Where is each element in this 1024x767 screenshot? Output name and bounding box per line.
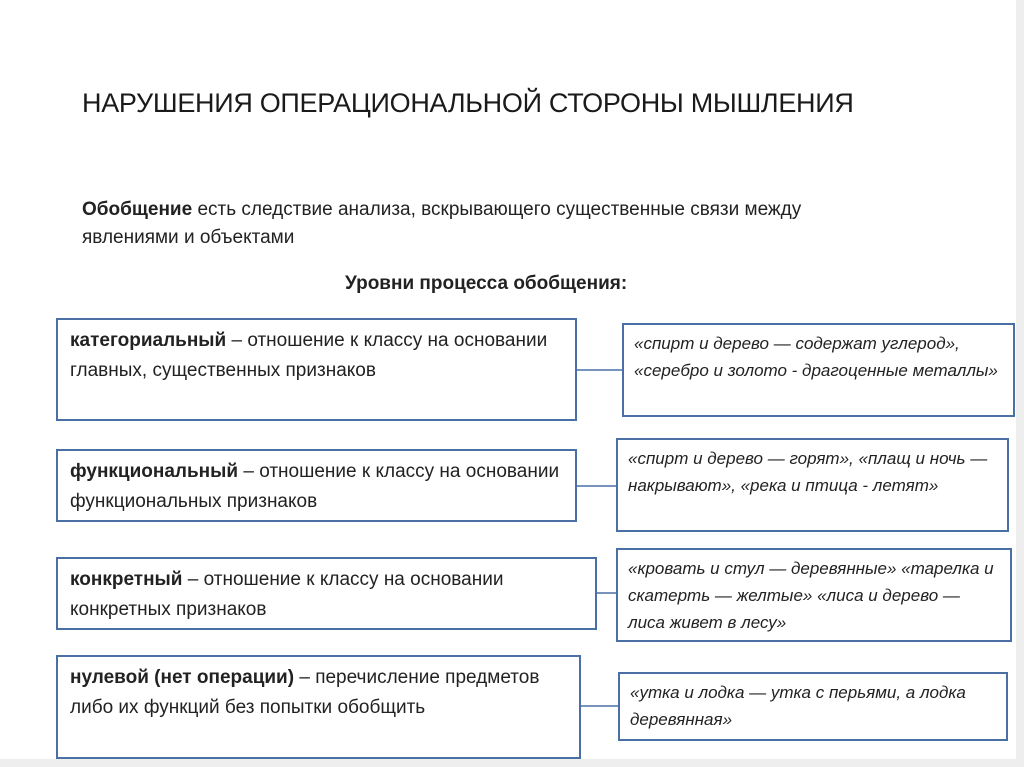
level-box-concrete	[56, 557, 597, 630]
definition	[82, 196, 902, 252]
level-term: функциональный	[70, 461, 239, 482]
definition-text: есть следствие анализа, вскрывающего существенные связи между явлениями и объектами	[82, 199, 802, 248]
levels-heading: Уровни процесса обобщения:	[345, 273, 628, 294]
level-text: – отношение к классу на основании главных, существенных признаков	[70, 330, 548, 381]
level-term: нулевой (нет операции)	[70, 667, 295, 688]
example-box-functional: «спирт и дерево — горят», «плащ и ночь — накрывают», «река и птица - летят»	[616, 438, 1009, 532]
level-box-categorial	[56, 318, 577, 421]
level-text: – отношение к классу на основании конкретных признаков	[70, 569, 504, 620]
level-box-zero	[56, 655, 581, 759]
example-box-zero: «утка и лодка — утка с перьями, а лодка деревянная»	[618, 672, 1008, 741]
level-box-functional	[56, 449, 577, 522]
level-text: – отношение к классу на основании функциональных признаков	[70, 461, 560, 512]
level-text: – перечисление предметов либо их функций без попытки обобщить	[70, 667, 540, 718]
level-term: конкретный	[70, 569, 183, 590]
example-box-categorial: «спирт и дерево — содержат углерод», «серебро и золото - драгоценные металлы»	[622, 323, 1015, 417]
level-term: категориальный	[70, 330, 227, 351]
example-box-concrete: «кровать и стул — деревянные» «тарелка и скатерть — желтые» «лиса и дерево — лиса живет в лесу»	[616, 548, 1012, 642]
definition-term: Обобщение	[82, 199, 193, 220]
page-title: НАРУШЕНИЯ ОПЕРАЦИОНАЛЬНОЙ СТОРОНЫ МЫШЛЕНИЯ	[82, 88, 854, 118]
